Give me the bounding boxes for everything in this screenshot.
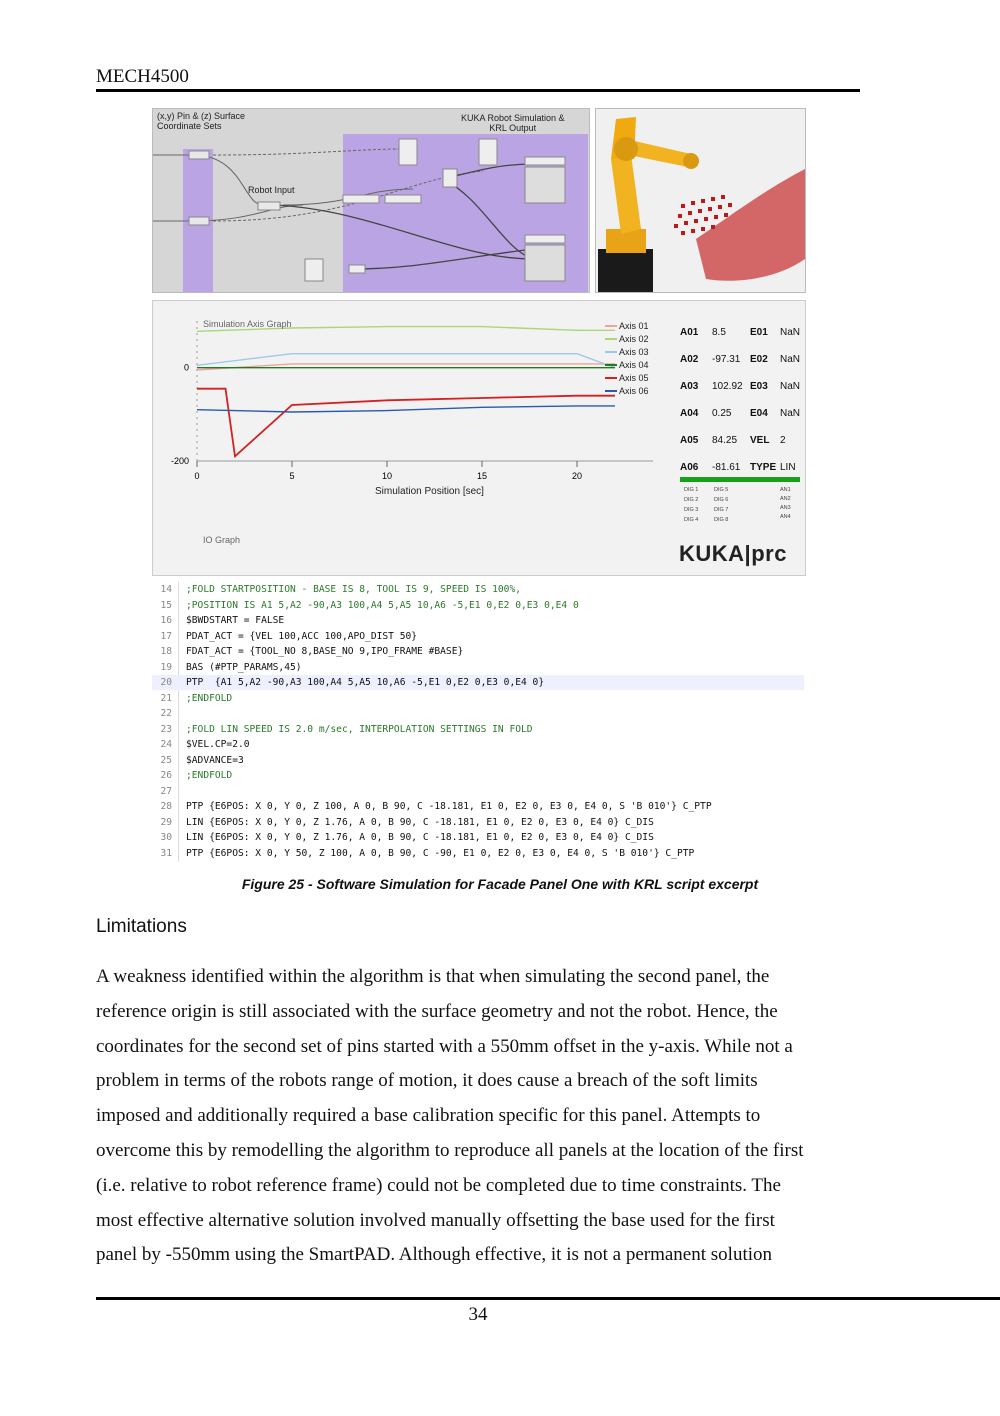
code-text: PTP {A1 5,A2 -90,A3 100,A4 5,A5 10,A6 -5,E1 0,E2 0,E3 0,E4 0}: [186, 677, 545, 688]
code-text: ;ENDFOLD: [186, 692, 233, 704]
code-line: [152, 784, 804, 799]
x-tick-label: 5: [289, 471, 295, 481]
robot-render: [595, 108, 806, 293]
code-text: PTP {E6POS: X 0, Y 50, Z 100, A 0, B 90, C -90, E1 0, E2 0, E3 0, E4 0, S 'B 010'} C_PTP: [186, 847, 695, 859]
line-number: 22: [160, 708, 172, 719]
line-number: 21: [160, 692, 172, 704]
table-row: A02 -97.31 E02 NaN: [680, 354, 801, 365]
figure-caption: Figure 25 - Software Simulation for Facade Panel One with KRL script excerpt: [241, 876, 759, 892]
line-number: 19: [160, 661, 172, 673]
code-text: $BWDSTART = FALSE: [186, 615, 285, 626]
y-tick-label: -200: [170, 456, 189, 466]
table-row: A06 -81.61 TYPE LIN: [680, 462, 796, 473]
line-number: 14: [160, 584, 172, 595]
line-number: 18: [160, 646, 172, 657]
code-line: [152, 644, 804, 659]
code-line: [152, 737, 804, 752]
code-line: [152, 768, 804, 783]
paragraph-line: overcome this by remodelling the algorithm to reproduce all panels at the location of the first: [96, 1139, 804, 1161]
line-number: 17: [160, 630, 172, 642]
code-line: [152, 629, 804, 644]
code-line: [152, 799, 804, 814]
code-line: [152, 815, 804, 830]
footer-rule: [96, 1297, 1000, 1300]
series-line-5: [197, 389, 615, 457]
table-row: A05 84.25 VEL 2: [680, 435, 786, 446]
table-row: A01 8.5 E01 NaN: [680, 327, 801, 338]
paragraph-line: problem in terms of the robots range of motion, it does cause a breach of the soft limits: [96, 1070, 758, 1092]
x-tick-label: 15: [476, 471, 488, 481]
table-row: A04 0.25 E04 NaN: [680, 408, 801, 419]
code-line: [152, 722, 804, 737]
code-text: PTP {E6POS: X 0, Y 0, Z 100, A 0, B 90, C -18.181, E1 0, E2 0, E3 0, E4 0, S 'B 010'} C_PTP: [186, 801, 712, 812]
code-line: [152, 830, 804, 845]
paragraph-line: (i.e. relative to robot reference frame) could not be completed due to time constraints. The: [96, 1174, 781, 1196]
line-number: 23: [160, 723, 172, 735]
paragraph-line: most effective alternative solution involved manually offsetting the base used for the first: [96, 1209, 775, 1231]
code-line: [152, 706, 804, 721]
x-tick-label: 10: [381, 471, 393, 481]
code-line: [152, 753, 804, 768]
paragraph-line: coordinates for the second set of pins started with a 550mm offset in the y-axis. While not a: [96, 1035, 793, 1057]
line-number: 24: [160, 739, 172, 750]
code-text: FDAT_ACT = {TOOL_NO 8,BASE_NO 9,IPO_FRAME #BASE}: [186, 646, 464, 657]
krl-code-excerpt: [152, 582, 804, 862]
simulation-panel: [152, 300, 806, 576]
io-graph-title: IO Graph: [203, 535, 241, 545]
code-line: [152, 846, 804, 861]
progress-bar: [680, 477, 800, 482]
code-text: LIN {E6POS: X 0, Y 0, Z 1.76, A 0, B 90, C -18.181, E1 0, E2 0, E3 0, E4 0} C_DIS: [186, 816, 654, 828]
table-row: A03 102.92 E03 NaN: [680, 381, 801, 392]
legend-axis-04: Axis 04: [619, 360, 649, 370]
code-line: [152, 675, 804, 690]
x-axis-label: Simulation Position [sec]: [375, 486, 484, 497]
code-text: ;ENDFOLD: [186, 770, 233, 781]
io-digital-list: DIG 1 DIG 5 DIG 2 DIG 6 DIG 3 DIG 7 DIG 4 DIG 8 AN1 AN2 AN3 AN4: [684, 487, 791, 523]
legend-axis-03: Axis 03: [619, 347, 649, 357]
line-number: 15: [160, 599, 172, 611]
line-number: 20: [160, 677, 172, 688]
line-number: 25: [160, 754, 172, 766]
robot-input-label: Robot Input: [248, 185, 295, 195]
line-number: 16: [160, 615, 172, 626]
axis-graph-title: Simulation Axis Graph: [203, 319, 292, 329]
y-tick-label: 0: [183, 362, 189, 373]
inputs-label: (x,y) Pin & (z) Surface Coordinate Sets: [157, 111, 246, 131]
series-line-6: [197, 406, 615, 412]
kuka-output-label: KUKA Robot Simulation & KRL Output: [461, 113, 565, 133]
x-tick-label: 0: [194, 471, 200, 481]
code-line: [152, 691, 804, 706]
simulation-axis-chart: [153, 301, 673, 575]
x-tick-label: 20: [571, 471, 583, 481]
code-text: $ADVANCE=3: [186, 754, 244, 766]
code-line: [152, 582, 804, 597]
code-line: [152, 660, 804, 675]
code-line: [152, 613, 804, 628]
header-rule: [96, 89, 860, 92]
legend-axis-05: Axis 05: [619, 373, 649, 383]
legend-axis-06: Axis 06: [619, 386, 649, 396]
code-text: LIN {E6POS: X 0, Y 0, Z 1.76, A 0, B 90, C -18.181, E1 0, E2 0, E3 0, E4 0} C_DIS: [186, 832, 654, 843]
line-number: 31: [160, 847, 172, 859]
code-text: $VEL.CP=2.0: [186, 739, 250, 750]
code-line: [152, 598, 804, 613]
code-text: ;FOLD LIN SPEED IS 2.0 m/sec, INTERPOLATION SETTINGS IN FOLD: [186, 723, 533, 735]
line-number: 26: [160, 770, 172, 781]
kuka-robot-illustration: [596, 109, 805, 292]
code-text: PDAT_ACT = {VEL 100,ACC 100,APO_DIST 50}: [186, 630, 418, 642]
code-text: BAS (#PTP_PARAMS,45): [186, 661, 302, 673]
legend-axis-01: Axis 01: [619, 321, 649, 331]
line-number: 30: [160, 832, 172, 843]
grasshopper-diagram: [153, 109, 589, 292]
paragraph-line: imposed and additionally required a base calibration specific for this panel. Attempts to: [96, 1105, 761, 1127]
section-heading: Limitations: [96, 916, 187, 937]
page-number: 34: [468, 1304, 488, 1325]
legend-axis-02: Axis 02: [619, 334, 649, 344]
kuka-prc-logo: KUKA|prc: [679, 541, 787, 566]
line-number: 28: [160, 801, 172, 812]
line-number: 27: [160, 785, 172, 797]
code-text: ;FOLD STARTPOSITION - BASE IS 8, TOOL IS 9, SPEED IS 100%,: [186, 584, 522, 595]
paragraph-line: panel by -550mm using the SmartPAD. Although effective, it is not a permanent solution: [96, 1244, 773, 1266]
paragraph-line: A weakness identified within the algorithm is that when simulating the second panel, the: [96, 966, 770, 987]
grasshopper-canvas: [152, 108, 590, 293]
running-header: MECH4500: [96, 66, 189, 87]
code-text: ;POSITION IS A1 5,A2 -90,A3 100,A4 5,A5 10,A6 -5,E1 0,E2 0,E3 0,E4 0: [186, 599, 579, 611]
body-paragraph: [96, 960, 856, 1273]
paragraph-line: reference origin is still associated with the surface geometry and not the robot. Hence, the: [96, 1000, 778, 1022]
line-number: 29: [160, 816, 172, 828]
